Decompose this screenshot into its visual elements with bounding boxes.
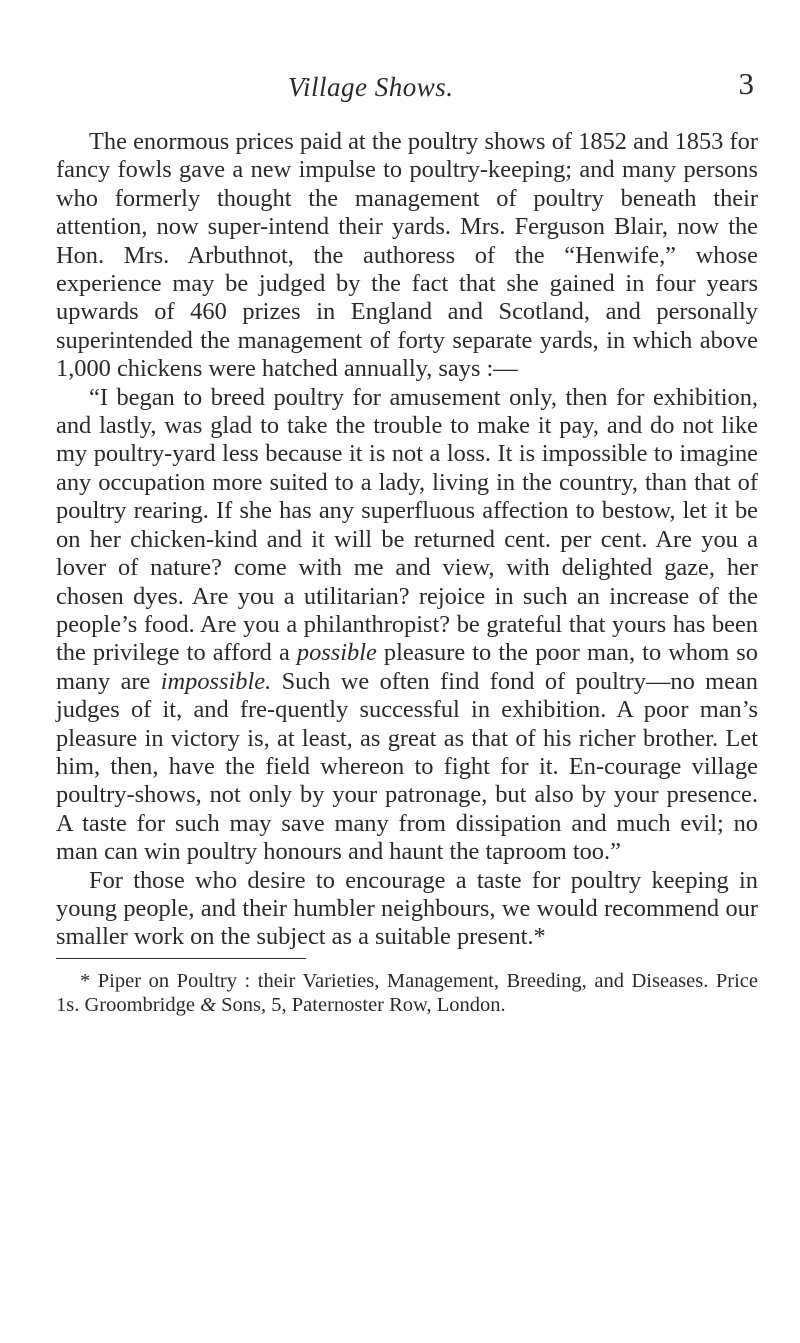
body-text xyxy=(56,128,758,952)
running-head xyxy=(56,0,758,128)
paragraph-intro: The enormous prices paid at the poultry shows of 1852 and 1853 for fancy fowls gave a new impulse to poultry-keeping; and many persons who formerly thought the management of poultry beneath their attention, now super-intend their yards. Mrs. Ferguson Blair, now the Hon. Mrs. Arbuthnot, the authoress of the “Henwife,” whose experience may be judged by the fact that she gained in four years upwards of 460 prizes in England and Scotland, and personally superintended the management of forty separate yards, in which above 1,000 chickens were hatched annually, says :— xyxy=(56,128,758,383)
quotation-text-1: “I began to breed poultry for amusement only, then for exhibition, and lastly, was glad to take the trouble to make it pay, and do not like my poultry-yard less because it is not a loss. It is impossible to imagine any occupation more suited to a lady, living in the country, than that of poultry rearing. If she has any superfluous affection to bestow, let it be on her chicken-kind and it will be returned cent. per cent. Are you a lover of nature? come with me and view, with delighted gaze, her chosen dyes. Are you a utilitarian? rejoice in such an increase of the people’s food. Are you a philanthropist? be grateful that yours has been the privilege to afford a xyxy=(56,383,758,667)
book-page xyxy=(56,0,758,1343)
emphasis-possible: possible xyxy=(296,639,377,667)
paragraph-recommendation: For those who desire to encourage a taste for poultry keeping in young people, and their humbler neighbours, we would recommend our smaller work on the subject as a suitable present.* xyxy=(56,866,758,951)
footnote-text-1: * Piper on Poultry : their Varieties, Management, Breeding, and Diseases. Price 1s. Groombridge xyxy=(56,969,758,1016)
paragraph-quotation xyxy=(56,384,758,867)
footnote-text-2: Sons, 5, Paternoster Row, London. xyxy=(216,993,506,1016)
footnote-ampersand: & xyxy=(200,993,217,1016)
quotation-text-3: Such we often find fond of poultry—no mean judges of it, and fre-quently successful in exhibition. A poor man’s pleasure in victory is, at least, as great as that of his richer brother. Let him, then, have the field whereon to fight for it. En-courage village poultry-shows, not only by your patronage, but also by your presence. A taste for such may save many from dissipation and much evil; no man can win poultry honours and haunt the taproom too.” xyxy=(56,667,758,866)
running-title: Village Shows. xyxy=(288,72,454,102)
footnote-rule xyxy=(56,958,306,959)
page-number: 3 xyxy=(738,66,754,101)
footnote xyxy=(56,969,758,1017)
emphasis-impossible: impossible. xyxy=(160,667,272,695)
quotation-text-2: pleasure to the poor man, to whom so many are xyxy=(56,639,758,695)
